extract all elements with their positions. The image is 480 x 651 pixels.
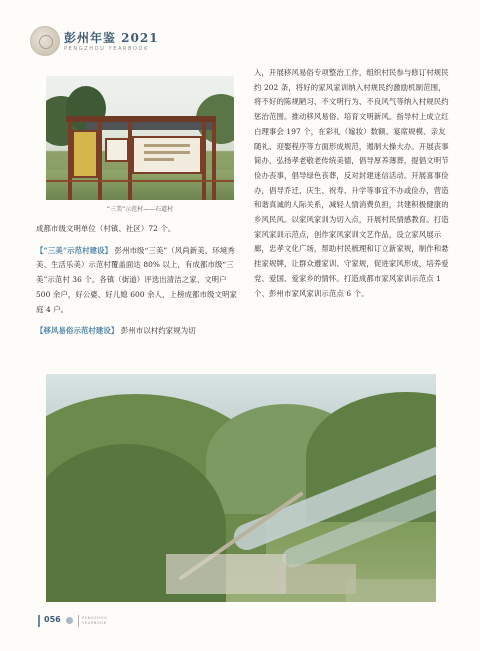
footer-book-line2: YEARBOOK [82, 620, 107, 625]
yearbook-emblem-icon [30, 26, 60, 56]
photo-caption: “三美”示范村——石道村 [106, 206, 174, 213]
page-number: 056 [44, 615, 61, 624]
page-header [30, 26, 230, 66]
section-tag-customs: 【移风易俗示范村建设】 [36, 326, 119, 336]
page-footer [38, 615, 188, 629]
yearbook-title: 彭州年鉴 2021 [64, 31, 159, 45]
paragraph-sanmei [36, 244, 238, 318]
right-column [254, 66, 450, 301]
footer-dot-icon [66, 617, 73, 624]
section-tag-sanmei: 【“三美”示范村建设】 [36, 245, 113, 255]
yearbook-subtitle: PENGZHOU YEARBOOK [64, 46, 149, 52]
paragraph-customs-continued: 入，开展移风易俗专项整治工作，组织村民参与修订村规民约 202 条，将好的家风家训纳入村规民约激励机制范围，将不好的陈规陋习、不文明行为、不良风气等纳入村规民约惩治范围。推动移风易俗、培育文明新风。指导村上成立红白理事会 197 个，在彩礼（嫁妆）数额、宴席规模、亲友随礼、迎娶程序等方面形成规范，遏制大操大办。开展丧事简办，弘扬孝老敬老传统美德，倡导厚养薄葬，提倡文明节俭办丧事，倡导绿色丧葬，反对封建迷信活动。开展喜事俭办，倡导乔迁、庆生、祝寿、升学等事宜不办或俭办，营造和谐真诚的人际关系，减轻人情消费负担，共建积极健康的乡风民风。以家风家训为切入点，开展村民情感教育。打造家风家训示范点，创作家风家训文艺作品，设立家风展示廊，忠孝文化广场，帮助村民梳理和订立新家规，制作和悬挂家规牌，让群众遵家训、守家规，促进家风形成，培养爱党、爱国、爱家乡的情怀。打造成都市家风家训示范点 1 个、彭州市家风家训示范点 6 个。 [254, 68, 449, 298]
left-column [36, 222, 238, 339]
village-sign-photo [46, 76, 234, 200]
paragraph-civilized-units: 成都市级文明单位（村镇、社区）72 个。 [36, 224, 176, 233]
footer-book-line1: PENGZHOU [82, 616, 108, 620]
paragraph-sanmei-body: 彭州市级“三美”（风尚新美、环境秀美、生活乐美）示范村覆盖面达 80% 以上，有成都市级“三美”示范村 36 个。各镇（街道）评选出清洁之家、文明户 500 余户，好公婆、好儿媳 600 余人，上榜成都市级文明家庭 4 户。 [36, 245, 237, 314]
footer-book-label [82, 616, 107, 625]
paragraph-customs [36, 324, 238, 339]
landscape-photo [46, 374, 436, 602]
paragraph-customs-body: 彭州市以村约家规为切 [120, 326, 196, 336]
